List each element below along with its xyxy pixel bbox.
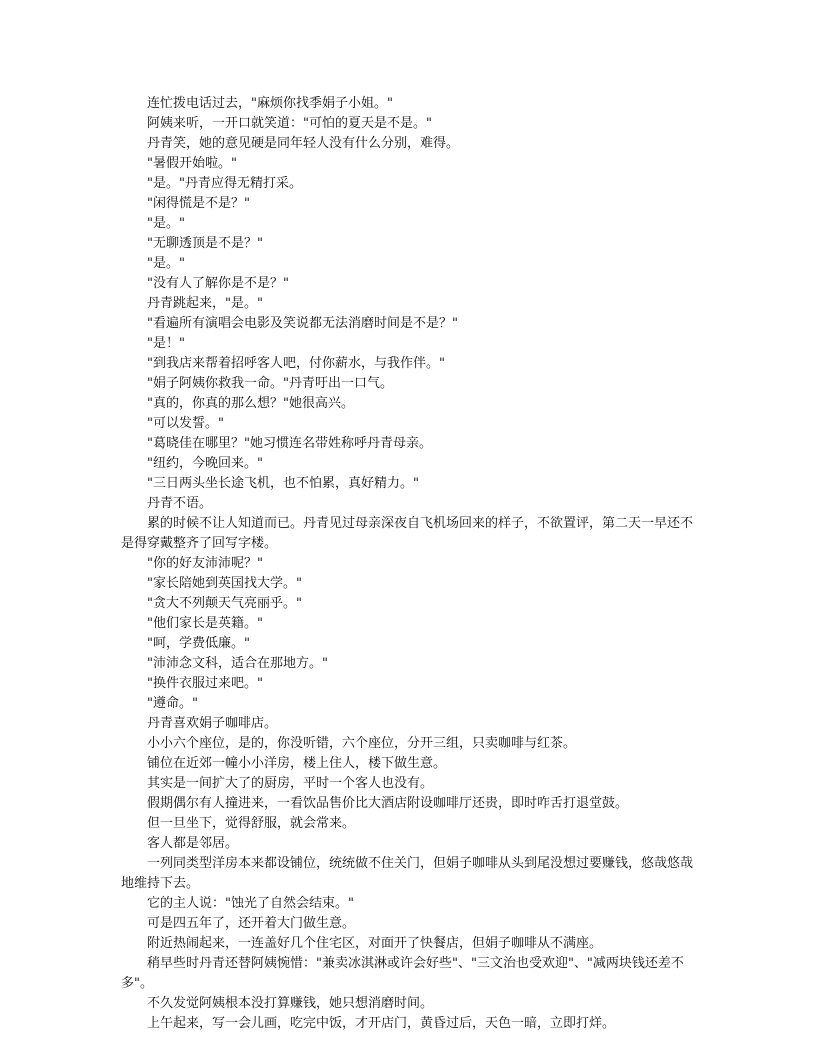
paragraph: 丹青笑，她的意见硬是同年轻人没有什么分别，难得。 xyxy=(147,136,460,151)
paragraph: "是！" xyxy=(147,336,185,351)
paragraph: 丹青喜欢娟子咖啡店。 xyxy=(147,716,278,731)
paragraph: 假期偶尔有人撞进来，一看饮品售价比大酒店附设咖啡厅还贵，即时咋舌打退堂鼓。 xyxy=(147,796,629,811)
paragraph: "无聊透顶是不是？" xyxy=(147,236,263,251)
paragraph: "家长陪她到英国找大学。" xyxy=(147,576,302,591)
paragraph: "纽约，今晚回来。" xyxy=(147,456,263,471)
paragraph: 不久发觉阿姨根本没打算赚钱，她只想消磨时间。 xyxy=(147,996,434,1011)
paragraph: 一列同类型洋房本来都设铺位，统统做不住关门，但娟子咖啡从头到尾没想过要赚钱，悠哉悠哉地维持下去。 xyxy=(121,856,694,891)
paragraph: 铺位在近郊一幢小小洋房，楼上住人，楼下做生意。 xyxy=(147,756,447,771)
paragraph: 丹青不语。 xyxy=(147,496,213,511)
paragraph: "是。"丹青应得无精打采。 xyxy=(147,176,302,191)
paragraph: "暑假开始啦。" xyxy=(147,156,237,171)
document-page xyxy=(121,94,699,1034)
paragraph: 它的主人说："蚀光了自然会结束。" xyxy=(147,896,354,911)
paragraph: 小小六个座位，是的，你没听错，六个座位，分开三组，只卖咖啡与红茶。 xyxy=(147,736,577,751)
paragraph: 客人都是邻居。 xyxy=(147,836,239,851)
paragraph: 丹青跳起来，"是。" xyxy=(147,296,263,311)
paragraph: "贪大不列颠天气亮丽乎。" xyxy=(147,596,302,611)
paragraph: 连忙拨电话过去，"麻烦你找季娟子小姐。" xyxy=(147,96,393,111)
paragraph: "没有人了解你是不是？" xyxy=(147,276,289,291)
paragraph: "三日两头坐长途飞机，也不怕累，真好精力。" xyxy=(147,476,419,491)
paragraph: "看遍所有演唱会电影及笑说都无法消磨时间是不是？" xyxy=(147,316,458,331)
paragraph: "到我店来帮着招呼客人吧，付你薪水，与我作伴。" xyxy=(147,356,445,371)
paragraph: "换件衣服过来吧。" xyxy=(147,676,263,691)
paragraph: "葛晓佳在哪里？"她习惯连名带姓称呼丹青母亲。 xyxy=(147,436,432,451)
paragraph: 附近热闹起来，一连盖好几个住宅区，对面开了快餐店，但娟子咖啡从不满座。 xyxy=(147,936,603,951)
paragraph: "他们家长是英籍。" xyxy=(147,616,263,631)
paragraph: 可是四五年了，还开着大门做生意。 xyxy=(147,916,356,931)
paragraph: "呵，学费低廉。" xyxy=(147,636,250,651)
paragraph: "真的，你真的那么想？"她很高兴。 xyxy=(147,396,354,411)
paragraph: "是。" xyxy=(147,256,185,271)
paragraph: 稍早些时丹青还替阿姨惋惜："兼卖冰淇淋或许会好些"、"三文治也受欢迎"、"减两块钱还差不多"。 xyxy=(121,956,684,991)
paragraph: "闲得慌是不是？" xyxy=(147,196,250,211)
paragraph: "沛沛念文科，适合在那地方。" xyxy=(147,656,328,671)
paragraph: "你的好友沛沛呢？" xyxy=(147,556,263,571)
paragraph: 但一旦坐下，觉得舒服，就会常来。 xyxy=(147,816,356,831)
paragraph: "遵命。" xyxy=(147,696,198,711)
paragraph: "可以发誓。" xyxy=(147,416,224,431)
paragraph: 上午起来，写一会儿画，吃完中饭，才开店门，黄昏过后，天色一暗，立即打烊。 xyxy=(147,1016,616,1031)
paragraph: "是。" xyxy=(147,216,185,231)
paragraph: 阿姨来听，一开口就笑道："可怕的夏天是不是。" xyxy=(147,116,432,131)
paragraph: "娟子阿姨你救我一命。"丹青吁出一口气。 xyxy=(147,376,393,391)
paragraph: 累的时候不让人知道而已。丹青见过母亲深夜自飞机场回来的样子，不欲置评，第二天一早还不是得穿戴整齐了回写字楼。 xyxy=(121,516,694,551)
paragraph: 其实是一间扩大了的厨房，平时一个客人也没有。 xyxy=(147,776,434,791)
